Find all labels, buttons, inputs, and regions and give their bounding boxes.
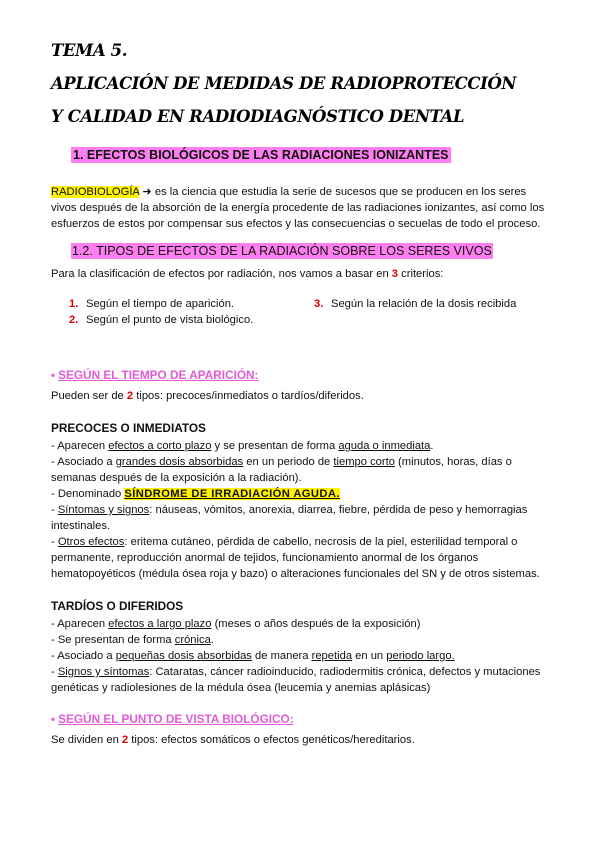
tardios-list	[51, 616, 550, 696]
text: : eritema cutáneo, pérdida de cabello, necrosis de la piel, esterilidad temporal o permanente, reproducción anormal de tejidos, funcionamiento anormal de los órganos hematopoyéticos (médula ósea roja y bazo) o alteraciones funcionales del SN y de otros sistemas.	[51, 536, 540, 580]
underlined-text: efectos a largo plazo	[108, 618, 212, 630]
criteria-intro	[51, 266, 550, 282]
list-item	[51, 454, 550, 486]
syndrome-highlight: SÍNDROME DE IRRADIACIÓN AGUDA.	[124, 488, 340, 500]
tiempo-heading	[51, 368, 550, 383]
text: - Asociado a	[51, 650, 116, 662]
tardios-heading: TARDÍOS O DIFERIDOS	[51, 599, 184, 613]
biologico-intro-text: Se dividen en	[51, 734, 122, 746]
criteria-column-right	[314, 296, 516, 328]
tiempo-count: 2	[126, 390, 134, 402]
text: -	[51, 536, 58, 548]
list-item	[51, 632, 550, 648]
criterion-text: Según el tiempo de aparición.	[86, 298, 235, 310]
text: en un periodo de	[243, 456, 334, 468]
text: -	[51, 666, 58, 678]
title-line-3: Y CALIDAD EN RADIODIAGNÓSTICO DENTAL	[51, 107, 465, 126]
list-item	[51, 664, 550, 696]
underlined-text: Signos y síntomas	[57, 666, 150, 678]
criterion-number: 2.	[69, 314, 79, 326]
underlined-text: repetida	[311, 650, 353, 662]
text: .	[430, 440, 434, 452]
bullet-icon: •	[51, 368, 56, 382]
criteria-list	[69, 296, 550, 328]
criterion-text: Según la relación de la dosis recibida	[331, 298, 517, 310]
list-item	[51, 534, 550, 582]
underlined-text: tiempo corto	[333, 456, 395, 468]
text: : Cataratas, cáncer radioinducido, radiodermitis crónica, defectos y mutaciones genéticas y radiolesiones de la médula ósea (leucemia y anemias aplásicas)	[51, 666, 541, 694]
underlined-text: grandes dosis absorbidas	[115, 456, 244, 468]
biologico-intro-end: tipos: efectos somáticos o efectos genéticos/hereditarios.	[128, 734, 415, 746]
text: - Asociado a	[51, 456, 116, 468]
text: (meses o años después de la exposición)	[211, 618, 421, 630]
text: - Aparecen	[51, 440, 109, 452]
criterion-2	[69, 312, 314, 328]
text: y se presentan de forma	[211, 440, 339, 452]
precoces-heading: PRECOCES O INMEDIATOS	[51, 421, 206, 435]
criteria-intro-end: criterios:	[398, 268, 444, 280]
criteria-intro-text: Para la clasificación de efectos por radiación, nos vamos a basar en	[51, 268, 392, 280]
tiempo-heading-text: SEGÚN EL TIEMPO DE APARICIÓN:	[58, 368, 259, 382]
biologico-heading-text: SEGÚN EL PUNTO DE VISTA BIOLÓGICO:	[58, 712, 294, 726]
text: -	[51, 504, 58, 516]
underlined-text: pequeñas dosis absorbidas	[115, 650, 252, 662]
biologico-heading	[51, 712, 550, 727]
biologico-count: 2	[121, 734, 129, 746]
list-item	[51, 616, 550, 632]
list-item	[51, 438, 550, 454]
section-1-heading	[71, 148, 550, 163]
criteria-count: 3	[391, 268, 399, 280]
precoces-list	[51, 438, 550, 582]
bullet-icon: •	[51, 712, 56, 726]
criterion-1	[69, 296, 314, 312]
document-title	[51, 42, 550, 126]
text: .	[210, 634, 214, 646]
section-1-heading-text: 1. EFECTOS BIOLÓGICOS DE LAS RADIACIONES IONIZANTES	[73, 148, 449, 162]
text: - Aparecen	[51, 618, 109, 630]
criteria-column-left	[69, 296, 314, 328]
text: : náuseas, vómitos, anorexia, diarrea, fiebre, pérdida de peso y hemorragias intestinales.	[51, 504, 528, 532]
text: en un	[352, 650, 387, 662]
section-1-2-heading	[71, 244, 550, 259]
arrow-icon: ➜	[142, 186, 152, 198]
title-line-2: APLICACIÓN DE MEDIDAS DE RADIOPROTECCIÓN	[51, 74, 517, 93]
text: - Se presentan de forma	[51, 634, 175, 646]
tiempo-intro-text: Pueden ser de	[51, 390, 127, 402]
underlined-text: Síntomas y signos	[57, 504, 150, 516]
criterion-text: Según el punto de vista biológico.	[86, 314, 254, 326]
criterion-number: 3.	[314, 298, 324, 310]
tiempo-intro-end: tipos: precoces/inmediatos o tardíos/diferidos.	[133, 390, 364, 402]
radiobiologia-definition	[51, 184, 550, 232]
text: (minutos, horas, días o semanas después de la exposición a la radiación).	[51, 456, 512, 484]
criterion-number: 1.	[69, 298, 79, 310]
underlined-text: aguda o inmediata	[338, 440, 431, 452]
text: - Denominado	[51, 488, 125, 500]
biologico-intro	[51, 732, 550, 748]
list-item	[51, 486, 550, 502]
underlined-text: Otros efectos	[57, 536, 125, 548]
radiobiologia-term: RADIOBIOLOGÍA	[51, 186, 140, 198]
tiempo-intro	[51, 388, 550, 404]
criterion-3	[314, 296, 516, 312]
section-1-2-heading-text: 1.2. TIPOS DE EFECTOS DE LA RADIACIÓN SOBRE LOS SERES VIVOS	[72, 244, 492, 258]
underlined-text: crónica	[174, 634, 211, 646]
list-item	[51, 502, 550, 534]
title-line-1: TEMA 5.	[51, 41, 128, 60]
text: de manera	[251, 650, 312, 662]
underlined-text: efectos a corto plazo	[108, 440, 212, 452]
list-item	[51, 648, 550, 664]
underlined-text: periodo largo.	[386, 650, 455, 662]
definition-text: es la ciencia que estudia la serie de sucesos que se producen en los seres vivos después de la absorción de la energía procedente de las radiaciones ionizantes, así como los esfuerzos de estos por compensar sus efectos y las consecuencias o secuelas de todo el proceso.	[51, 186, 545, 230]
